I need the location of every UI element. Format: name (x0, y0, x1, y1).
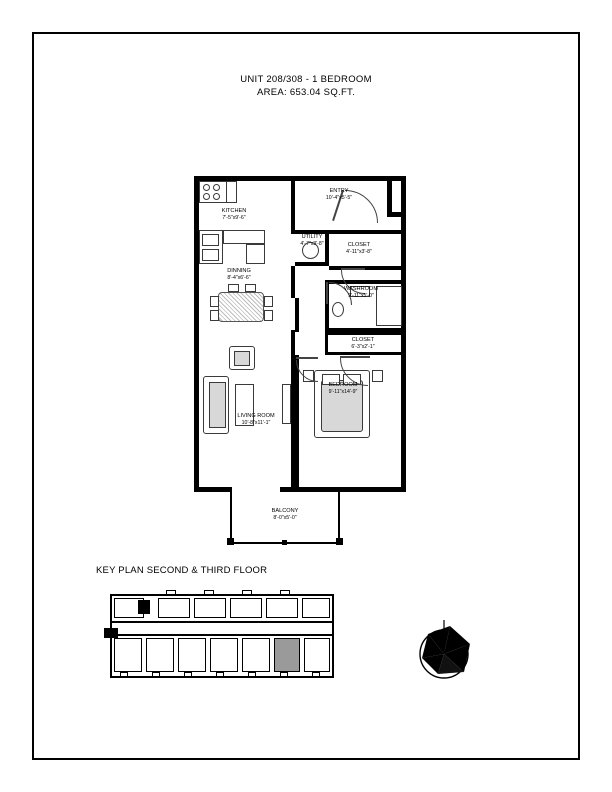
wall-utility-bottom (295, 262, 329, 266)
room-label-entry: ENTRY 10'-4"x5'-5" (325, 188, 353, 201)
room-label-kitchen: KITCHEN 7'-5"x9'-6" (221, 208, 247, 221)
armchair-cushion (234, 351, 250, 366)
refrigerator (246, 244, 265, 264)
closet2-door-leaf (340, 356, 370, 358)
room-label-balcony: BALCONY 8'-0"x5'-0" (271, 508, 299, 521)
keyplan-unit-top-6 (302, 598, 330, 618)
keyplan-balcony-top-3 (242, 590, 252, 595)
room-label-washroom: WASHROOM 9'-11"x5'-0" (344, 286, 378, 299)
stove-burner-2 (213, 184, 220, 191)
keyplan-balcony-5 (248, 672, 256, 677)
dining-chair-6 (245, 284, 256, 292)
balcony-door-opening (230, 487, 282, 492)
north-arrow-icon (408, 614, 480, 686)
room-label-dinning: DINNING 8'-4"x6'-6" (227, 268, 251, 281)
nightstand-right (372, 370, 383, 382)
balcony-left-wall (230, 492, 232, 544)
keyplan-balcony-4 (216, 672, 224, 677)
keyplan-unit-bottom-5 (242, 638, 270, 672)
unit-floor-plan (190, 170, 420, 550)
wall-washroom-top (329, 280, 406, 284)
wall-bottom (194, 487, 406, 492)
keyplan-balcony-7 (312, 672, 320, 677)
wall-closet2-top (325, 332, 406, 335)
wall-corridor-left-2 (291, 266, 295, 298)
room-label-bedroom: BEDROOM 9'-11"x14'-9" (328, 382, 358, 395)
wall-closet2-bottom (325, 352, 406, 355)
keyplan-entry-marker (104, 628, 118, 638)
keyplan-corridor-top (112, 621, 332, 623)
room-label-livingroom: LIVING ROOM 10'-8"x11'-1" (237, 413, 275, 426)
keyplan-title: KEY PLAN SECOND & THIRD FLOOR (96, 565, 268, 576)
keyplan-outline-top (110, 594, 334, 596)
dining-chair-1 (210, 296, 219, 307)
keyplan-unit-top-4 (230, 598, 262, 618)
keyplan-highlighted-unit (274, 638, 300, 672)
wall-hall-upper (295, 298, 299, 332)
dining-chair-2 (210, 310, 219, 321)
unit-title: UNIT 208/308 - 1 BEDROOM (240, 74, 372, 85)
wall-corridor-left (291, 176, 295, 234)
keyplan-balcony-top-2 (204, 590, 214, 595)
keyplan-unit-bottom-1 (114, 638, 142, 672)
keyplan-unit-bottom-4 (210, 638, 238, 672)
stove-burner-1 (203, 184, 210, 191)
wall-entry-notch (387, 176, 392, 216)
dining-chair-3 (264, 296, 273, 307)
kitchen-island (223, 230, 265, 244)
wall-bedroom-left (295, 355, 299, 492)
keyplan-unit-top-3 (194, 598, 226, 618)
unit-area: AREA: 653.04 SQ.FT. (256, 87, 356, 98)
keyplan-balcony-2 (152, 672, 160, 677)
keyplan-unit-bottom-2 (146, 638, 174, 672)
room-label-closet1: CLOSET 4'-11"x3'-8" (346, 242, 372, 255)
room-label-closet2: CLOSET 6'-3"x2'-1" (351, 337, 375, 350)
stove-burner-3 (203, 193, 210, 200)
balcony-corner-tl (227, 538, 234, 545)
bedroom-door-leaf (296, 357, 318, 359)
balcony-corner-tr (336, 538, 343, 545)
north-arrow (408, 614, 480, 686)
keyplan-balcony-1 (120, 672, 128, 677)
room-label-utility: UTILITY 4'-7"x3'-8" (300, 234, 324, 247)
dining-chair-5 (228, 284, 239, 292)
keyplan-balcony-top-1 (166, 590, 176, 595)
wall-closet2-left (325, 332, 328, 355)
stove-burner-4 (213, 193, 220, 200)
balcony-door-jamb-right (280, 487, 282, 492)
keyplan-unit-top-5 (266, 598, 298, 618)
kitchen-sink (202, 234, 219, 246)
keyplan-core-block (138, 600, 150, 614)
balcony-right-wall (338, 492, 340, 544)
keyplan-corridor-bottom (112, 634, 332, 636)
title-block (32, 73, 580, 99)
washroom-door-leaf (326, 282, 328, 304)
keyplan-unit-bottom-3 (178, 638, 206, 672)
dining-table (218, 292, 264, 322)
keyplan-outline-right (332, 594, 334, 678)
wall-left (194, 176, 199, 492)
balcony-rail-tick-1 (282, 540, 287, 545)
keyplan-unit-top-2 (158, 598, 190, 618)
keyplan-balcony-6 (280, 672, 288, 677)
kitchen-base-cabinet (202, 249, 219, 261)
keyplan-unit-bottom-7 (304, 638, 330, 672)
kitchen-upper-cabinet (226, 181, 237, 203)
wall-entry-notch-2 (387, 212, 406, 217)
keyplan-balcony-top-4 (280, 590, 290, 595)
key-plan (104, 588, 342, 684)
keyplan-balcony-3 (184, 672, 192, 677)
dining-chair-4 (264, 310, 273, 321)
closet1-door-leaf (341, 268, 365, 270)
